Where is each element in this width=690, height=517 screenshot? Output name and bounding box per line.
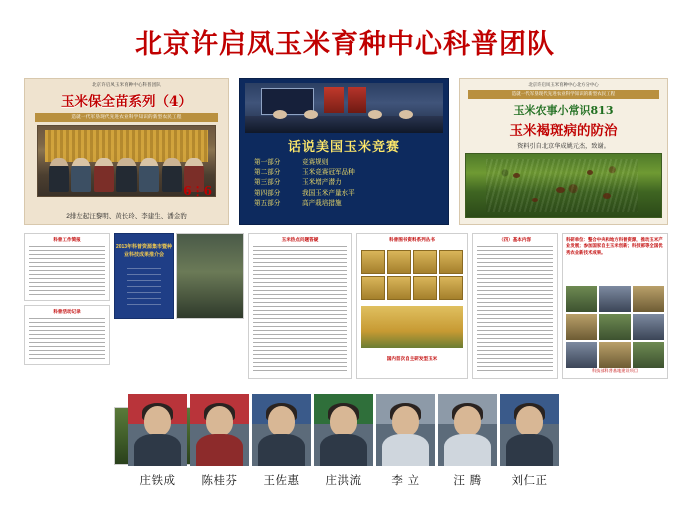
corn-ear-photo <box>361 306 463 348</box>
outline-text-2: 玉米竞赛冠军品种 <box>302 169 355 177</box>
outline-key-5: 第五部分 <box>254 199 281 207</box>
doc-text-lines <box>253 246 347 374</box>
doc-red-header-footnote: 科技部科普基地建设项目 <box>591 368 639 373</box>
avatar-chen-guifen[interactable] <box>190 394 249 466</box>
outline-key-4: 第四部分 <box>254 189 281 197</box>
poster-c-line3: 资料引自北京华成姚元杰，致谢。 <box>517 142 610 150</box>
outline-text-5: 高产栽培措施 <box>302 199 342 207</box>
doc-text-lines <box>29 246 105 296</box>
poster-a-number-overlay: 6⋮6 <box>183 184 212 198</box>
poster-a-subhead: 造就一代军垦现代先进农业科学知识的新型农民工程 <box>35 113 218 122</box>
poster-corn-seedling-series[interactable] <box>24 78 229 225</box>
doc-red-header-title: 科研单位：整合中央和地方科普资源，推动玉米产业发展；参加国家自主玉米创新；科技部等全国优秀农业新技术成果。 <box>566 237 663 255</box>
dna-helix-icon <box>127 268 161 308</box>
poster-us-corn-contest[interactable] <box>239 78 449 225</box>
poster-c-line2: 玉米褐斑病的防治 <box>509 122 618 139</box>
avatar-wang-zuohui[interactable] <box>252 394 311 466</box>
outline-key-1: 第一部分 <box>254 159 281 166</box>
flag-decor <box>324 87 344 113</box>
doc-center-text-title: 玉米热点问题答疑 <box>281 237 319 242</box>
avatar-zhuang-tiecheng[interactable] <box>128 394 187 466</box>
page-title: 北京许启凤玉米育种中心科普团队 <box>135 29 555 60</box>
poster-a-caption: 2排左起汪黎明、黄长玲、李建生、潘金豹 <box>66 213 187 220</box>
doc-notice-top-title: 科普工作简报 <box>53 237 81 242</box>
document-row <box>24 233 668 383</box>
doc-notice-bottom[interactable] <box>24 305 110 365</box>
outline-text-4: 我国玉米产量水平 <box>302 189 355 197</box>
poster-b-headline: 话说美国玉米竞赛 <box>287 140 400 155</box>
flag-decor-2 <box>348 87 366 113</box>
corn-leaf-decor <box>486 159 638 212</box>
outline-text-1: 竞赛规则 <box>302 159 329 166</box>
avatar-liu-renzheng[interactable] <box>500 394 559 466</box>
outline-key-2: 第二部分 <box>254 169 281 177</box>
poster-b-photo <box>245 83 443 133</box>
doc-center-text[interactable] <box>248 233 352 379</box>
doc-notice-bottom-title: 科普活动记录 <box>53 309 81 314</box>
outline-key-3: 第三部分 <box>254 179 281 187</box>
team-name-3: 王佐惠 <box>263 473 300 487</box>
desk-decor <box>245 116 443 133</box>
team-portrait-row <box>128 394 562 466</box>
poster-c-strip: 造就一代军垦现代先进农业科学知识的新型农民工程 <box>468 90 659 99</box>
doc-text-lines <box>29 318 105 360</box>
doc-book-covers-caption: 国内首次自主研发型玉米 <box>386 356 438 361</box>
team-name-5: 李 立 <box>391 473 420 487</box>
doc-photo-event[interactable] <box>176 233 244 319</box>
team-name-row <box>128 472 562 496</box>
corn-wall-decor <box>45 130 208 162</box>
team-name-2: 陈桂芬 <box>201 473 238 487</box>
outline-text-3: 玉米增产潜力 <box>302 179 342 187</box>
team-name-6: 汪 腾 <box>453 473 482 487</box>
doc-right-text-title: （四）基本内容 <box>498 237 532 242</box>
poster-a-headline: 玉米保全苗系列（4） <box>61 93 192 110</box>
poster-row <box>24 78 668 225</box>
avatar-wang-teng[interactable] <box>438 394 497 466</box>
doc-book-covers[interactable] <box>356 233 468 379</box>
poster-a-org-line: 北京许启凤玉米育种中心科普团队 <box>92 82 161 87</box>
doc-notice-top[interactable] <box>24 233 110 301</box>
poster-b-outline <box>254 158 442 209</box>
book-cover-grid <box>361 250 463 300</box>
avatar-zhuang-hongliu[interactable] <box>314 394 373 466</box>
team-name-7: 刘仁正 <box>511 473 548 487</box>
poster-c-org-line: 北京许启凤玉米育种中心北方分中心 <box>528 82 599 87</box>
poster-brown-spot-disease[interactable] <box>459 78 668 225</box>
team-name-1: 庄铁成 <box>139 473 176 487</box>
avatar-li-li[interactable] <box>376 394 435 466</box>
poster-c-photo <box>465 153 662 218</box>
doc-blue-flyer[interactable] <box>114 233 174 319</box>
group-photo-people <box>49 158 205 192</box>
doc-text-lines <box>477 246 553 374</box>
team-name-4: 庄洪流 <box>325 473 362 487</box>
doc-blue-flyer-title: 2013年科普资源集市暨种业科技成果推介会 <box>115 244 173 258</box>
doc-red-header[interactable] <box>562 233 668 379</box>
doc-photo-grid <box>566 286 664 368</box>
poster-c-line1: 玉米农事小常识813 <box>513 103 614 117</box>
doc-book-covers-title: 科普图书资料系列丛书 <box>389 237 435 242</box>
doc-right-text[interactable] <box>472 233 558 379</box>
